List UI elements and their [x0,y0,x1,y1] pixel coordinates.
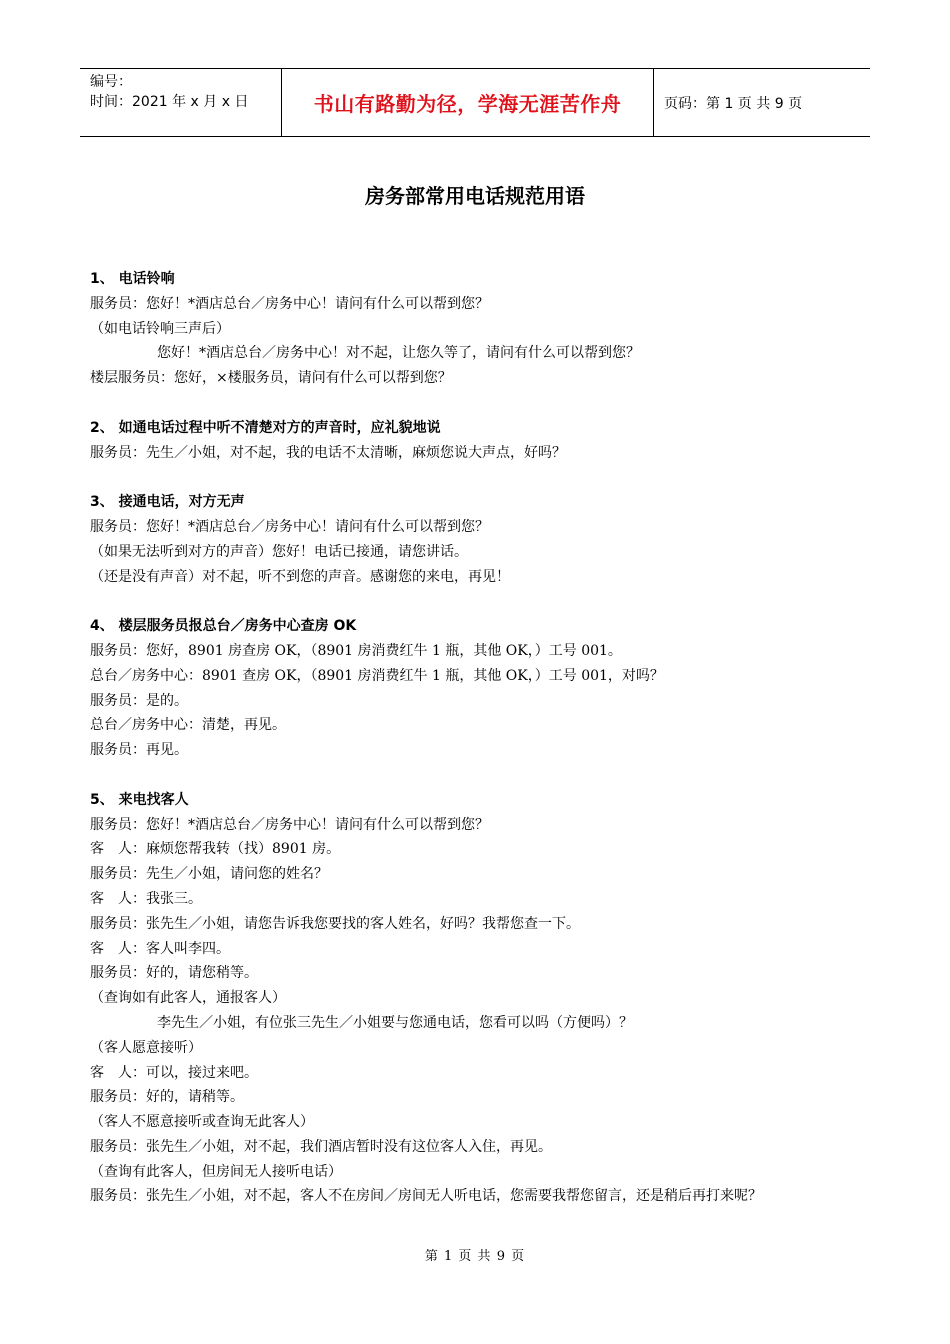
dialogue-line: 服务员：再见。 [90,742,188,759]
dialogue-line: 李先生／小姐，有位张三先生／小姐要与您通电话，您看可以吗（方便吗）？ [157,1014,633,1031]
doc-date-label: 时间：2021 年 x 月 x 日 [90,94,249,110]
header-page-info [654,69,870,136]
section [90,614,865,763]
dialogue-line: （如果无法听到对方的声音）您好！电话已接通，请您讲话。 [90,543,468,560]
section [90,490,865,589]
page-info-text: 页码：第 1 页 共 9 页 [664,95,803,112]
dialogue-line: 服务员：您好！*酒店总台／房务中心！请问有什么可以帮到您？ [90,295,489,312]
dialogue-line: 客 人：我张三。 [90,890,202,907]
section-title: 5、 来电找客人 [90,791,189,808]
section-title: 4、 楼层服务员报总台／房务中心查房 OK [90,618,357,635]
section [90,788,865,1210]
section-title: 1、 电话铃响 [90,271,175,287]
dialogue-line: （如电话铃响三声后） [90,320,230,337]
dialogue-line: 客 人：麻烦您帮我转（找）8901 房。 [90,841,341,858]
dialogue-line: 您好！*酒店总台／房务中心！对不起，让您久等了，请问有什么可以帮到您？ [157,345,640,362]
page-footer: 第 1 页 共 9 页 [424,1249,526,1264]
dialogue-line: 服务员：先生／小姐，请问您的姓名？ [90,866,328,883]
dialogue-line: 服务员：您好，8901 房查房 OK，（8901 房消费红牛 1 瓶，其他 OK，）工号 001。 [90,642,622,659]
dialogue-line: （查询如有此客人，通报客人） [90,990,286,1007]
dialogue-line: 客 人：客人叫李四。 [90,940,230,957]
header-meta [80,69,281,136]
document-title: 房务部常用电话规范用语 [365,184,585,208]
dialogue-line: 服务员：好的，请您稍等。 [90,965,258,982]
dialogue-line: 总台／房务中心：8901 查房 OK，（8901 房消费红牛 1 瓶，其他 OK，）工号 001，对吗？ [90,667,664,684]
dialogue-line: （客人愿意接听） [90,1039,202,1056]
section-title: 3、 接通电话，对方无声 [90,494,245,511]
dialogue-line: 服务员：好的，请稍等。 [90,1089,244,1106]
dialogue-line: 服务员：您好！*酒店总台／房务中心！请问有什么可以帮到您？ [90,518,489,535]
dialogue-line: 服务员：先生／小姐，对不起，我的电话不太清晰，麻烦您说大声点，好吗？ [90,444,566,461]
dialogue-line: （查询有此客人，但房间无人接听电话） [90,1163,342,1180]
document-body [90,267,865,1234]
section [90,416,865,466]
section [90,267,865,391]
dialogue-line: 服务员：张先生／小姐，对不起，我们酒店暂时没有这位客人入住，再见。 [90,1138,552,1155]
dialogue-line: 服务员：您好！*酒店总台／房务中心！请问有什么可以帮到您？ [90,816,489,833]
doc-number-label: 编号： [90,74,132,90]
header-motto: 书山有路勤为径，学海无涯苦作舟 [313,92,622,116]
dialogue-line: （还是没有声音）对不起，听不到您的声音。感谢您的来电，再见！ [90,568,510,585]
header-motto-cell [281,69,654,136]
dialogue-line: 总台／房务中心：清楚，再见。 [90,717,286,734]
section-title: 2、 如通电话过程中听不清楚对方的声音时，应礼貌地说 [90,419,441,436]
dialogue-line: 客 人：可以，接过来吧。 [90,1064,258,1081]
dialogue-line: 服务员：张先生／小姐，对不起，客人不在房间／房间无人听电话，您需要我帮您留言，还是稍后再打来呢？ [90,1188,762,1205]
dialogue-line: 服务员：是的。 [90,692,188,709]
dialogue-line: （客人不愿意接听或查询无此客人） [90,1114,314,1131]
dialogue-line: 服务员：张先生／小姐，请您告诉我您要找的客人姓名，好吗？我帮您查一下。 [90,915,580,932]
dialogue-line: 楼层服务员：您好，×楼服务员，请问有什么可以帮到您？ [90,370,452,387]
page-header [80,68,870,137]
